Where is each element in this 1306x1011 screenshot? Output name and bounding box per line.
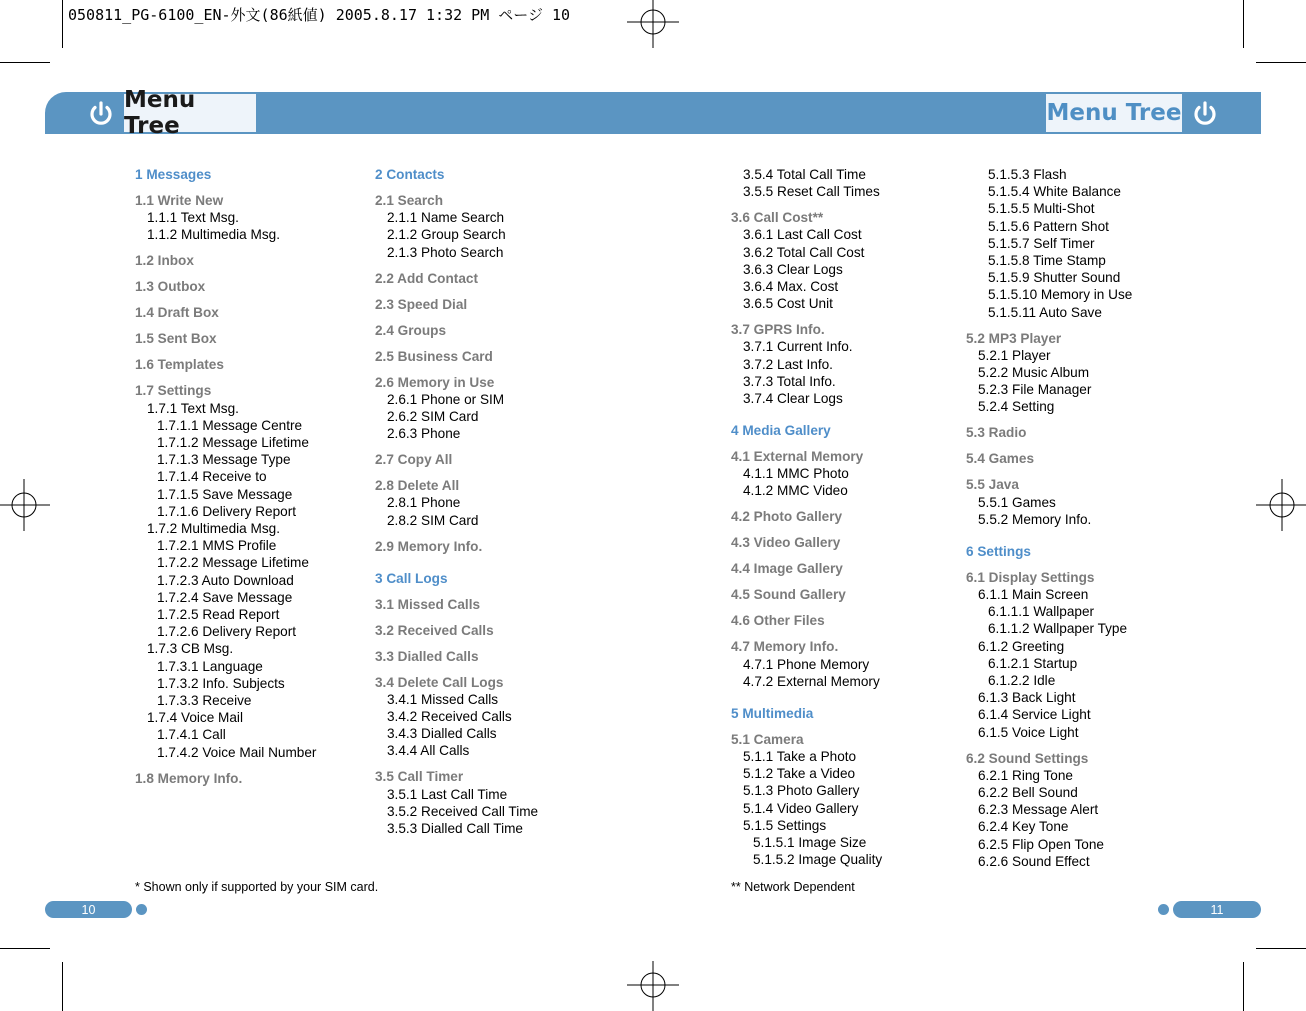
menu-item: 3.7.4 Clear Logs	[743, 391, 843, 407]
menu-item: 1.7.1.1 Message Centre	[157, 417, 303, 433]
menu-item: 2.8.2 SIM Card	[387, 512, 479, 528]
menu-item: 5.5.1 Games	[978, 494, 1056, 510]
menu-heading: 2.7 Copy All	[375, 452, 453, 468]
menu-heading: 4.4 Image Gallery	[731, 561, 843, 577]
menu-heading: 1.5 Sent Box	[135, 331, 217, 347]
menu-item: 3.6.5 Cost Unit	[743, 296, 833, 312]
menu-item: 5.1.5.3 Flash	[988, 167, 1067, 182]
menu-item: 5.2.1 Player	[978, 347, 1051, 363]
menu-heading: 1.1 Write New	[135, 193, 224, 208]
menu-heading: 5.2 MP3 Player	[966, 330, 1062, 346]
crop-mark	[1256, 948, 1306, 949]
menu-heading: 4.7 Memory Info.	[731, 639, 839, 655]
menu-item: 6.1.3 Back Light	[978, 690, 1076, 706]
menu-heading: 2.8 Delete All	[375, 478, 460, 494]
menu-item: 5.2.4 Setting	[978, 399, 1055, 415]
menu-heading: 2.1 Search	[375, 193, 444, 208]
menu-item: 1.7.1.5 Save Message	[157, 486, 293, 502]
menu-item: 5.1.5 Settings	[743, 817, 827, 833]
menu-item: 5.1.5.8 Time Stamp	[988, 253, 1106, 269]
menu-heading: 3.4 Delete Call Logs	[375, 674, 504, 690]
page-dot-icon	[136, 904, 147, 915]
menu-item: 1.7.2.1 MMS Profile	[157, 538, 277, 554]
menu-item: 5.1.3 Photo Gallery	[743, 783, 860, 799]
menu-item: 1.7.4.1 Call	[157, 727, 226, 743]
menu-heading: 2.3 Speed Dial	[375, 296, 468, 312]
registration-mark-icon	[1254, 479, 1306, 531]
menu-heading: 3.5 Call Timer	[375, 769, 464, 785]
menu-heading: 3.1 Missed Calls	[375, 596, 481, 612]
menu-heading: 2.4 Groups	[375, 322, 447, 338]
menu-item: 1.7.2 Multimedia Msg.	[147, 521, 280, 537]
crop-mark	[0, 62, 50, 63]
menu-heading: 4.3 Video Gallery	[731, 535, 841, 551]
menu-item: 2.1.1 Name Search	[387, 210, 505, 226]
menu-item: 1.7.1 Text Msg.	[147, 400, 239, 416]
menu-section-heading: 1 Messages	[135, 167, 212, 182]
page-number-left: 10	[45, 901, 132, 918]
menu-item: 5.1.5.1 Image Size	[753, 835, 867, 851]
menu-heading: 1.7 Settings	[135, 383, 212, 399]
menu-item: 6.2.5 Flip Open Tone	[978, 836, 1104, 852]
menu-item: 5.2.2 Music Album	[978, 365, 1090, 381]
menu-heading: 2.2 Add Contact	[375, 270, 478, 286]
menu-item: 2.6.2 SIM Card	[387, 409, 479, 425]
menu-item: 2.8.1 Phone	[387, 495, 461, 511]
menu-item: 2.6.3 Phone	[387, 426, 461, 442]
menu-item: 5.1.5.2 Image Quality	[753, 852, 883, 868]
menu-item: 6.2.1 Ring Tone	[978, 767, 1073, 783]
crop-mark	[1256, 62, 1306, 63]
menu-item: 5.1.4 Video Gallery	[743, 800, 859, 816]
menu-item: 3.5.5 Reset Call Times	[743, 184, 880, 200]
menu-item: 1.7.3.1 Language	[157, 658, 263, 674]
menu-item: 4.7.2 External Memory	[743, 673, 880, 689]
menu-item: 1.7.1.4 Receive to	[157, 469, 267, 485]
menu-item: 3.7.1 Current Info.	[743, 339, 853, 355]
menu-item: 3.6.2 Total Call Cost	[743, 244, 865, 260]
menu-heading: 1.6 Templates	[135, 357, 224, 373]
menu-heading: 4.2 Photo Gallery	[731, 509, 843, 525]
menu-heading: 3.3 Dialled Calls	[375, 648, 479, 664]
footnote-sim: * Shown only if supported by your SIM card.	[135, 880, 379, 894]
menu-item: 6.1.2 Greeting	[978, 638, 1065, 654]
menu-item: 5.1.5.10 Memory in Use	[988, 287, 1133, 303]
menu-item: 3.6.1 Last Call Cost	[743, 227, 862, 243]
menu-item: 3.7.2 Last Info.	[743, 356, 833, 372]
menu-column-4	[966, 166, 1132, 870]
menu-item: 3.5.3 Dialled Call Time	[387, 821, 523, 837]
menu-item: 3.5.2 Received Call Time	[387, 803, 539, 819]
menu-item: 6.1.1 Main Screen	[978, 587, 1089, 603]
menu-section-heading: 5 Multimedia	[731, 705, 814, 721]
menu-item: 1.7.2.4 Save Message	[157, 589, 293, 605]
menu-heading: 1.8 Memory Info.	[135, 770, 243, 786]
menu-heading: 1.3 Outbox	[135, 279, 206, 295]
menu-item: 1.1.1 Text Msg.	[147, 210, 239, 226]
menu-column-2	[375, 166, 538, 837]
menu-item: 6.2.6 Sound Effect	[978, 853, 1090, 869]
menu-item: 5.1.2 Take a Video	[743, 766, 856, 782]
menu-item: 4.7.1 Phone Memory	[743, 656, 870, 672]
menu-item: 1.1.2 Multimedia Msg.	[147, 227, 280, 243]
menu-heading: 6.2 Sound Settings	[966, 750, 1089, 766]
print-slug: 050811_PG-6100_EN-外文(86紙値) 2005.8.17 1:32 PM ページ 10	[68, 6, 571, 24]
menu-item: 5.1.5.11 Auto Save	[988, 304, 1102, 320]
menu-item: 1.7.3.3 Receive	[157, 693, 252, 709]
menu-item: 1.7.1.2 Message Lifetime	[157, 435, 309, 451]
menu-item: 6.1.2.2 Idle	[988, 673, 1056, 689]
menu-item: 6.1.2.1 Startup	[988, 655, 1078, 671]
menu-item: 2.1.2 Group Search	[387, 227, 506, 243]
menu-item: 1.7.1.6 Delivery Report	[157, 503, 297, 519]
menu-item: 1.7.3 CB Msg.	[147, 641, 234, 657]
menu-item: 1.7.1.3 Message Type	[157, 452, 291, 468]
registration-mark-icon	[0, 479, 52, 531]
menu-heading: 3.6 Call Cost**	[731, 210, 824, 226]
menu-heading: 4.5 Sound Gallery	[731, 587, 846, 603]
crop-mark	[1243, 0, 1244, 48]
menu-item: 5.1.1 Take a Photo	[743, 749, 857, 765]
menu-item: 6.1.5 Voice Light	[978, 724, 1079, 740]
menu-item: 6.2.2 Bell Sound	[978, 785, 1078, 801]
menu-item: 6.1.1.1 Wallpaper	[988, 604, 1095, 620]
menu-heading: 1.2 Inbox	[135, 253, 194, 269]
menu-item: 5.5.2 Memory Info.	[978, 511, 1092, 527]
menu-item: 5.1.5.7 Self Timer	[988, 235, 1095, 251]
menu-item: 3.6.4 Max. Cost	[743, 279, 839, 295]
menu-item: 1.7.2.3 Auto Download	[157, 572, 294, 588]
crop-mark	[1243, 962, 1244, 1011]
menu-item: 6.2.3 Message Alert	[978, 802, 1099, 818]
menu-section-heading: 4 Media Gallery	[731, 423, 831, 439]
crop-mark	[0, 948, 50, 949]
registration-mark-icon	[627, 0, 679, 52]
menu-heading: 2.6 Memory in Use	[375, 374, 495, 390]
menu-section-heading: 2 Contacts	[375, 167, 445, 182]
menu-heading: 4.6 Other Files	[731, 613, 825, 629]
menu-item: 1.7.2.6 Delivery Report	[157, 624, 297, 640]
menu-heading: 5.3 Radio	[966, 425, 1027, 441]
menu-item: 3.4.3 Dialled Calls	[387, 726, 497, 742]
menu-item: 3.5.4 Total Call Time	[743, 167, 866, 182]
menu-item: 6.1.1.2 Wallpaper Type	[988, 621, 1128, 637]
menu-item: 6.1.4 Service Light	[978, 707, 1091, 723]
menu-item: 3.4.2 Received Calls	[387, 709, 512, 725]
menu-heading: 1.4 Draft Box	[135, 305, 219, 321]
menu-heading: 5.4 Games	[966, 451, 1035, 467]
menu-item: 5.1.5.6 Pattern Shot	[988, 218, 1109, 234]
menu-item: 1.7.3.2 Info. Subjects	[157, 675, 285, 691]
menu-section-heading: 3 Call Logs	[375, 570, 448, 586]
menu-item: 3.4.1 Missed Calls	[387, 691, 499, 707]
footnote-network: ** Network Dependent	[731, 880, 855, 894]
menu-section-heading: 6 Settings	[966, 543, 1031, 559]
menu-item: 3.7.3 Total Info.	[743, 373, 836, 389]
menu-heading: 2.5 Business Card	[375, 348, 493, 364]
menu-column-3	[731, 166, 882, 868]
menu-item: 5.1.5.5 Multi-Shot	[988, 201, 1095, 217]
crop-mark	[62, 0, 63, 48]
page-number-right: 11	[1173, 901, 1261, 918]
menu-heading: 3.7 GPRS Info.	[731, 322, 825, 338]
menu-item: 4.1.2 MMC Video	[743, 483, 848, 499]
menu-item: 1.7.4.2 Voice Mail Number	[157, 744, 317, 760]
menu-item: 5.1.5.9 Shutter Sound	[988, 270, 1121, 286]
menu-heading: 5.5 Java	[966, 477, 1019, 493]
menu-heading: 6.1 Display Settings	[966, 569, 1095, 585]
menu-item: 6.2.4 Key Tone	[978, 819, 1069, 835]
menu-item: 4.1.1 MMC Photo	[743, 466, 849, 482]
menu-item: 1.7.4 Voice Mail	[147, 710, 243, 726]
page-dot-icon	[1158, 904, 1169, 915]
menu-item: 5.1.5.4 White Balance	[988, 184, 1121, 200]
crop-mark	[62, 962, 63, 1011]
menu-column-1	[135, 166, 316, 787]
menu-item: 1.7.2.5 Read Report	[157, 607, 280, 623]
power-icon	[86, 99, 116, 129]
menu-item: 3.4.4 All Calls	[387, 743, 470, 759]
menu-item: 1.7.2.2 Message Lifetime	[157, 555, 309, 571]
menu-heading: 3.2 Received Calls	[375, 622, 494, 638]
power-icon	[1190, 99, 1220, 129]
registration-mark-icon	[627, 959, 679, 1011]
menu-item: 3.5.1 Last Call Time	[387, 786, 508, 802]
menu-item: 2.6.1 Phone or SIM	[387, 391, 505, 407]
menu-heading: 4.1 External Memory	[731, 449, 864, 465]
page-title-right: Menu Tree	[1046, 94, 1182, 132]
menu-item: 2.1.3 Photo Search	[387, 244, 504, 260]
menu-heading: 2.9 Memory Info.	[375, 538, 483, 554]
menu-item: 5.2.3 File Manager	[978, 382, 1092, 398]
menu-heading: 5.1 Camera	[731, 731, 804, 747]
menu-item: 3.6.3 Clear Logs	[743, 261, 843, 277]
page-title-left: Menu Tree	[124, 94, 256, 132]
